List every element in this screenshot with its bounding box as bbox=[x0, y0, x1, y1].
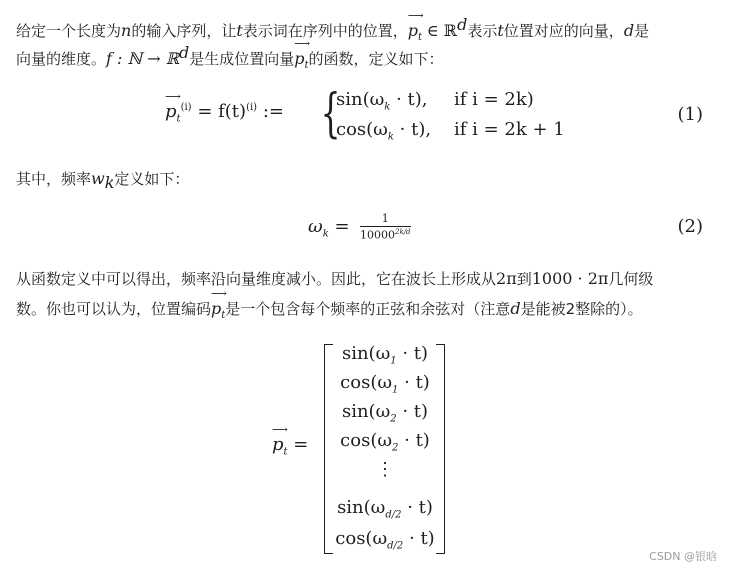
math-equals: = bbox=[293, 434, 309, 455]
vector-symbol: p bbox=[165, 101, 177, 122]
entry-function: cos(ω bbox=[340, 430, 393, 451]
text-segment: 到 bbox=[516, 270, 532, 288]
text-segment: 给定一个长度为 bbox=[16, 22, 122, 40]
entry-argument: · t) bbox=[401, 497, 433, 518]
paragraph-conclusion-line1 bbox=[16, 268, 653, 290]
vector-entry bbox=[330, 459, 440, 480]
denominator-exponent: 2k/d bbox=[395, 228, 411, 236]
math-two-pi: 2π bbox=[496, 269, 517, 288]
case-expression-end: · t), bbox=[390, 89, 428, 110]
entry-function: sin(ω bbox=[341, 343, 391, 364]
equation-3-lhs bbox=[272, 423, 309, 458]
denominator-base: 10000 bbox=[360, 228, 395, 242]
math-omega: ω bbox=[308, 216, 323, 237]
entry-subscript: 1 bbox=[390, 355, 397, 367]
vector-arrow-icon: ⟶ bbox=[294, 37, 311, 50]
equation-number: (2) bbox=[677, 216, 703, 237]
text-segment: 的输入序列，让 bbox=[131, 22, 237, 40]
math-vector-p bbox=[272, 423, 288, 458]
vector-subscript: t bbox=[304, 60, 309, 72]
entry-subscript: 2 bbox=[390, 413, 397, 425]
math-equals: = bbox=[334, 216, 350, 237]
text-segment: 是能被2整除的）。 bbox=[520, 300, 643, 318]
vector-arrow-icon: ⟶ bbox=[211, 287, 227, 300]
entry-function: cos(ω bbox=[340, 372, 393, 393]
case-condition: if i = 2k + 1 bbox=[454, 119, 565, 140]
vector-arrow-icon: ⟶ bbox=[165, 90, 181, 103]
vector-symbol: p bbox=[211, 299, 222, 318]
case-row-2-condition bbox=[454, 119, 565, 140]
math-function-call: = f(t) bbox=[197, 101, 247, 122]
vector-entry bbox=[330, 343, 440, 367]
math-function-def: f : ℕ → ℝ bbox=[106, 49, 179, 68]
vector-entry bbox=[330, 372, 440, 396]
math-superscript: (i) bbox=[180, 102, 192, 113]
math-w: w bbox=[91, 169, 105, 188]
case-row-1-condition bbox=[454, 89, 534, 110]
text-segment: 位置对应的向量， bbox=[503, 22, 624, 40]
watermark-text: CSDN @银晗 bbox=[649, 550, 717, 563]
entry-function: ⋮ bbox=[376, 459, 394, 480]
vector-symbol: p bbox=[294, 49, 305, 68]
equation-1-lhs bbox=[165, 90, 284, 125]
vector-subscript: t bbox=[221, 310, 226, 322]
vector-entry bbox=[330, 430, 440, 454]
paragraph-conclusion-line2 bbox=[16, 287, 643, 327]
math-superscript: (i) bbox=[246, 102, 258, 113]
vector-entry bbox=[330, 528, 440, 552]
text-segment: 表示词在序列中的位置， bbox=[242, 22, 408, 40]
math-assign: := bbox=[262, 101, 284, 122]
math-vector-p bbox=[211, 287, 227, 327]
paragraph-intro-line2 bbox=[16, 37, 444, 77]
vector-entry bbox=[330, 497, 440, 521]
fraction bbox=[360, 212, 411, 242]
vector-arrow-icon: ⟶ bbox=[407, 9, 424, 22]
entry-argument: · t) bbox=[398, 430, 430, 451]
paragraph-frequency bbox=[16, 168, 189, 194]
text-segment: 是 bbox=[634, 22, 650, 40]
math-in-r: ∈ ℝ bbox=[426, 21, 458, 40]
entry-function: cos(ω bbox=[335, 528, 388, 549]
math-d: d bbox=[623, 21, 635, 40]
entry-function: sin(ω bbox=[341, 401, 391, 422]
vector-entry bbox=[330, 401, 440, 425]
math-n: n bbox=[121, 21, 132, 40]
fraction-numerator: 1 bbox=[360, 212, 411, 227]
entry-subscript: d/2 bbox=[387, 540, 404, 552]
entry-argument: · t) bbox=[398, 372, 430, 393]
math-subscript: k bbox=[104, 173, 115, 192]
vector-arrow-icon: ⟶ bbox=[272, 423, 288, 436]
fraction-denominator bbox=[360, 227, 411, 242]
cases-brace-icon: { bbox=[320, 84, 341, 144]
entry-argument: · t) bbox=[403, 528, 435, 549]
case-expression: sin(ω bbox=[336, 89, 385, 110]
vector-subscript: t bbox=[176, 113, 181, 125]
entry-subscript: d/2 bbox=[385, 509, 402, 521]
text-segment: 其中，频率 bbox=[16, 170, 92, 188]
case-expression-end: · t), bbox=[393, 119, 432, 140]
vector-subscript: t bbox=[418, 32, 423, 44]
text-segment: 定义如下： bbox=[114, 170, 190, 188]
case-expression: cos(ω bbox=[336, 119, 388, 140]
text-segment: 从函数定义中可以得出，频率沿向量维度减小。因此，它在波长上形成从 bbox=[16, 270, 497, 288]
vector-symbol: p bbox=[272, 434, 284, 455]
text-segment: 数。你也可以认为，位置编码 bbox=[16, 300, 212, 318]
math-t: t bbox=[236, 21, 243, 40]
case-condition: if i = 2k) bbox=[454, 89, 534, 110]
case-row-1 bbox=[336, 89, 428, 113]
math-superscript: d bbox=[457, 15, 468, 34]
equation-2-lhs bbox=[308, 216, 350, 240]
entry-subscript: 1 bbox=[392, 384, 399, 396]
equation-number: (1) bbox=[677, 104, 703, 125]
entry-argument: · t) bbox=[396, 401, 429, 422]
math-vector-p bbox=[294, 37, 311, 77]
case-row-2 bbox=[336, 119, 431, 143]
text-segment: 几何级 bbox=[608, 270, 654, 288]
math-superscript: d bbox=[179, 43, 190, 62]
math-t: t bbox=[497, 21, 504, 40]
text-segment: 是生成位置向量 bbox=[189, 50, 295, 68]
math-vector-p bbox=[165, 90, 181, 125]
text-segment: 是一个包含每个频率的正弦和余弦对（注意 bbox=[225, 300, 511, 318]
math-big-value: 1000 · 2π bbox=[531, 269, 609, 288]
text-segment: 的函数，定义如下： bbox=[308, 50, 444, 68]
math-d: d bbox=[510, 299, 521, 318]
text-segment: 表示 bbox=[467, 22, 498, 40]
math-subscript: k bbox=[322, 228, 329, 240]
math-subscript: k bbox=[384, 101, 391, 113]
text-segment: 向量的维度。 bbox=[16, 50, 107, 68]
math-subscript: k bbox=[387, 131, 394, 143]
vector-symbol: p bbox=[407, 21, 419, 40]
entry-argument: · t) bbox=[396, 343, 429, 364]
entry-subscript: 2 bbox=[392, 442, 399, 454]
vector-subscript: t bbox=[283, 446, 288, 458]
entry-function: sin(ω bbox=[337, 497, 386, 518]
